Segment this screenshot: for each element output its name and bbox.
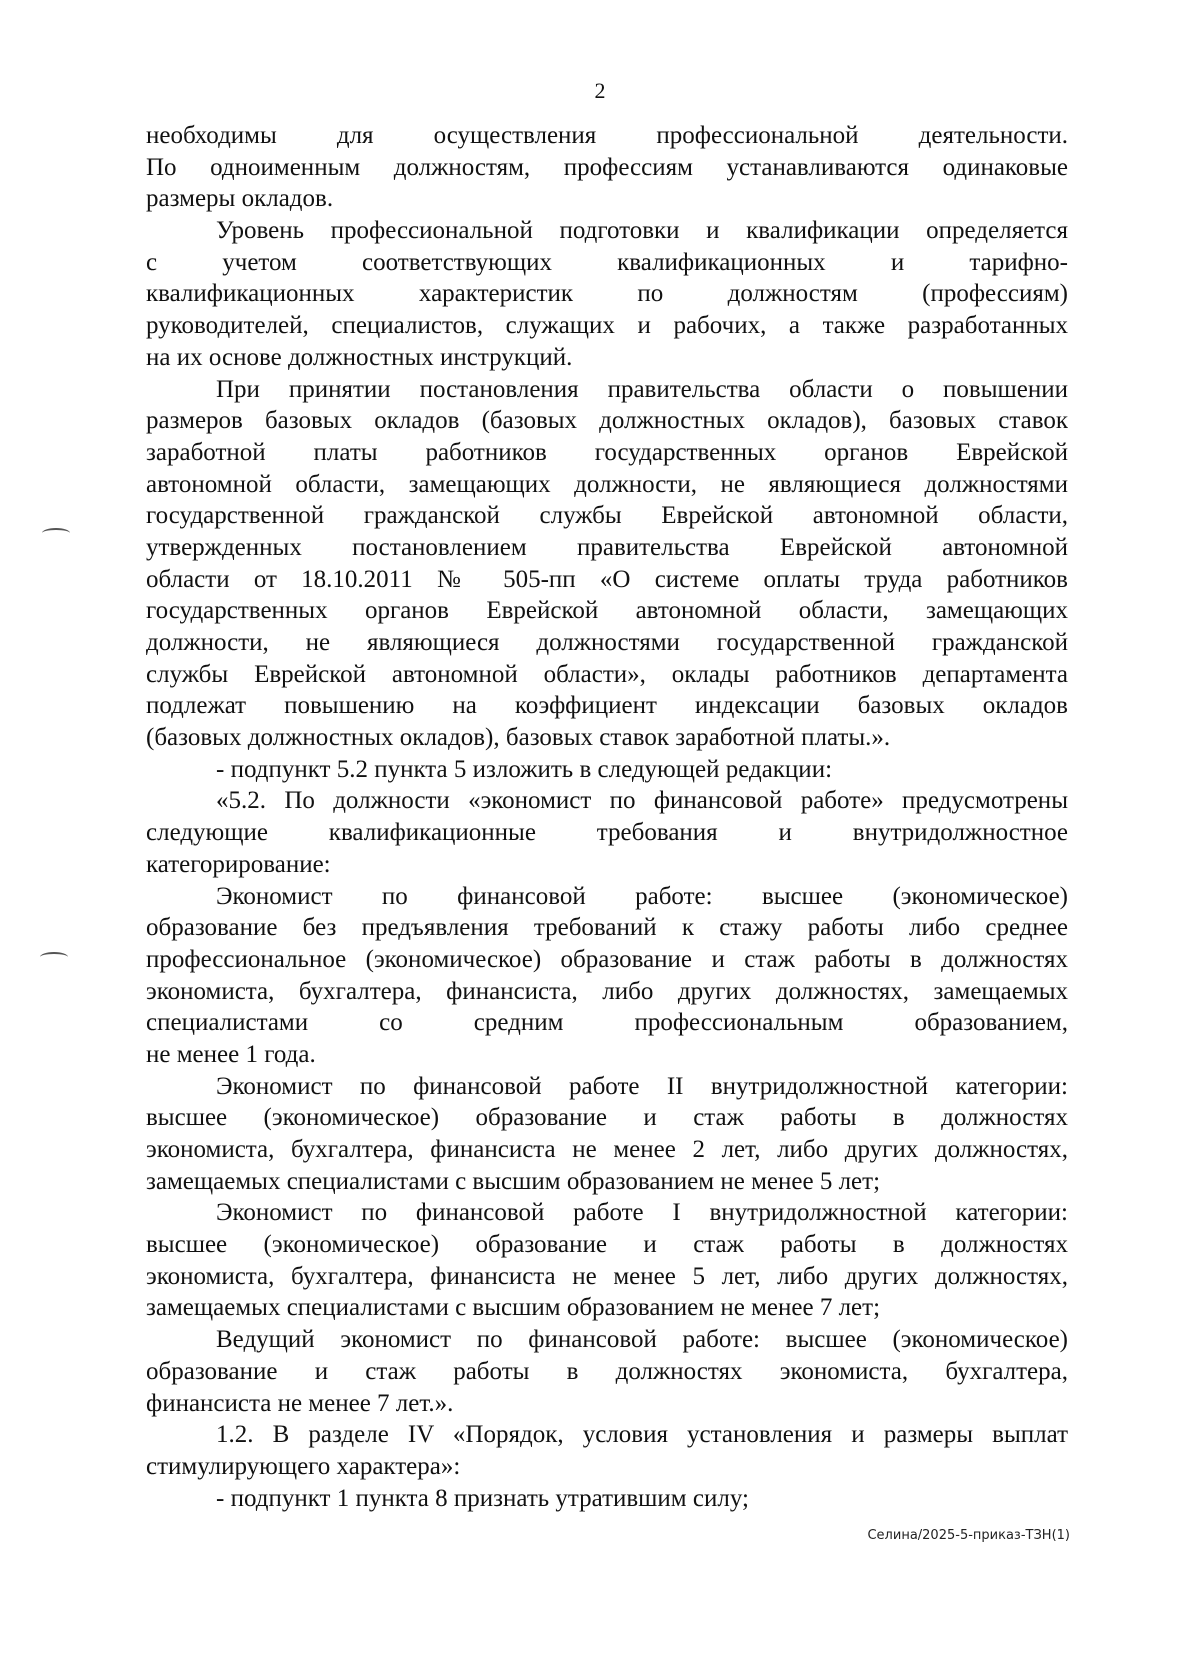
scan-artifact-mark: [42, 528, 70, 538]
text-line: экономиста, бухгалтера, финансиста не менее 5 лет, либо других должностях,: [146, 1262, 1068, 1290]
text-line: По одноименным должностям, профессиям устанавливаются одинаковые: [146, 153, 1068, 181]
text-line: финансиста не менее 7 лет.».: [146, 1389, 454, 1417]
text-line: на их основе должностных инструкций.: [146, 343, 573, 371]
text-line: Экономист по финансовой работе II внутридолжностной категории:: [216, 1072, 1068, 1100]
text-line: При принятии постановления правительства области о повышении: [216, 375, 1068, 403]
text-line: не менее 1 года.: [146, 1040, 316, 1068]
text-line: экономиста, бухгалтера, финансиста не менее 2 лет, либо других должностях,: [146, 1136, 1068, 1163]
text-line: - подпункт 5.2 пункта 5 изложить в следующей редакции:: [216, 755, 833, 783]
text-line: Уровень профессиональной подготовки и квалификации определяется: [216, 217, 1068, 245]
text-line: Экономист по финансовой работе I внутридолжностной категории:: [216, 1199, 1068, 1227]
text-line: размеров базовых окладов (базовых должностных окладов), базовых ставок: [146, 407, 1068, 435]
text-line: квалификационных характеристик по должностям (профессиям): [146, 280, 1068, 308]
text-line: руководителей, специалистов, служащих и рабочих, а также разработанных: [146, 312, 1068, 340]
text-line: необходимы для осуществления профессиональной деятельности.: [146, 122, 1068, 149]
text-line: должности, не являющиеся должностями государственной гражданской: [146, 629, 1068, 656]
text-line: заработной платы работников государственных органов Еврейской: [146, 438, 1068, 466]
text-line: службы Еврейской автономной области», оклады работников департамента: [146, 660, 1068, 688]
document-body: [146, 120, 1068, 1514]
text-line: государственных органов Еврейской автономной области, замещающих: [146, 597, 1068, 625]
text-line: «5.2. По должности «экономист по финансовой работе» предусмотрены: [216, 787, 1068, 815]
text-line: высшее (экономическое) образование и стаж работы в должностях: [146, 1104, 1068, 1132]
text-line: замещаемых специалистами с высшим образованием не менее 5 лет;: [146, 1167, 881, 1195]
text-line: - подпункт 1 пункта 8 признать утратившим силу;: [216, 1484, 749, 1512]
text-line: экономиста, бухгалтера, финансиста, либо других должностях, замещаемых: [146, 977, 1068, 1005]
text-line: образование без предъявления требований к стажу работы либо среднее: [146, 914, 1068, 942]
text-line: с учетом соответствующих квалификационных и тарифно-: [146, 248, 1068, 276]
text-line: образование и стаж работы в должностях экономиста, бухгалтера,: [146, 1357, 1068, 1385]
text-line: стимулирующего характера»:: [146, 1452, 461, 1480]
text-line: следующие квалификационные требования и внутридолжностное: [146, 819, 1068, 847]
text-line: профессиональное (экономическое) образование и стаж работы в должностях: [146, 945, 1068, 973]
text-line: области от 18.10.2011 № 505-пп «О системе оплаты труда работников: [146, 565, 1068, 593]
document-registration-code: Селина/2025-5-приказ-ТЗН(1): [867, 1528, 1070, 1543]
text-line: 1.2. В разделе IV «Порядок, условия установления и размеры выплат: [216, 1421, 1068, 1449]
text-line: государственной гражданской службы Еврейской автономной области,: [146, 502, 1068, 530]
text-line: высшее (экономическое) образование и стаж работы в должностях: [146, 1231, 1068, 1259]
text-line: Экономист по финансовой работе: высшее (экономическое): [216, 882, 1068, 910]
text-line: специалистами со средним профессиональным образованием,: [146, 1009, 1068, 1037]
text-line: подлежат повышению на коэффициент индексации базовых окладов: [146, 692, 1068, 720]
text-line: категорирование:: [146, 850, 331, 878]
text-line: автономной области, замещающих должности, не являющиеся должностями: [146, 470, 1068, 498]
text-line: замещаемых специалистами с высшим образованием не менее 7 лет;: [146, 1294, 881, 1322]
text-line: утвержденных постановлением правительства Еврейской автономной: [146, 533, 1068, 561]
text-line: Ведущий экономист по финансовой работе: высшее (экономическое): [216, 1326, 1068, 1354]
scan-artifact-mark: [40, 952, 68, 962]
page-number: 2: [594, 78, 606, 103]
text-line: размеры окладов.: [146, 185, 334, 213]
text-line: (базовых должностных окладов), базовых ставок заработной платы.».: [146, 724, 891, 752]
